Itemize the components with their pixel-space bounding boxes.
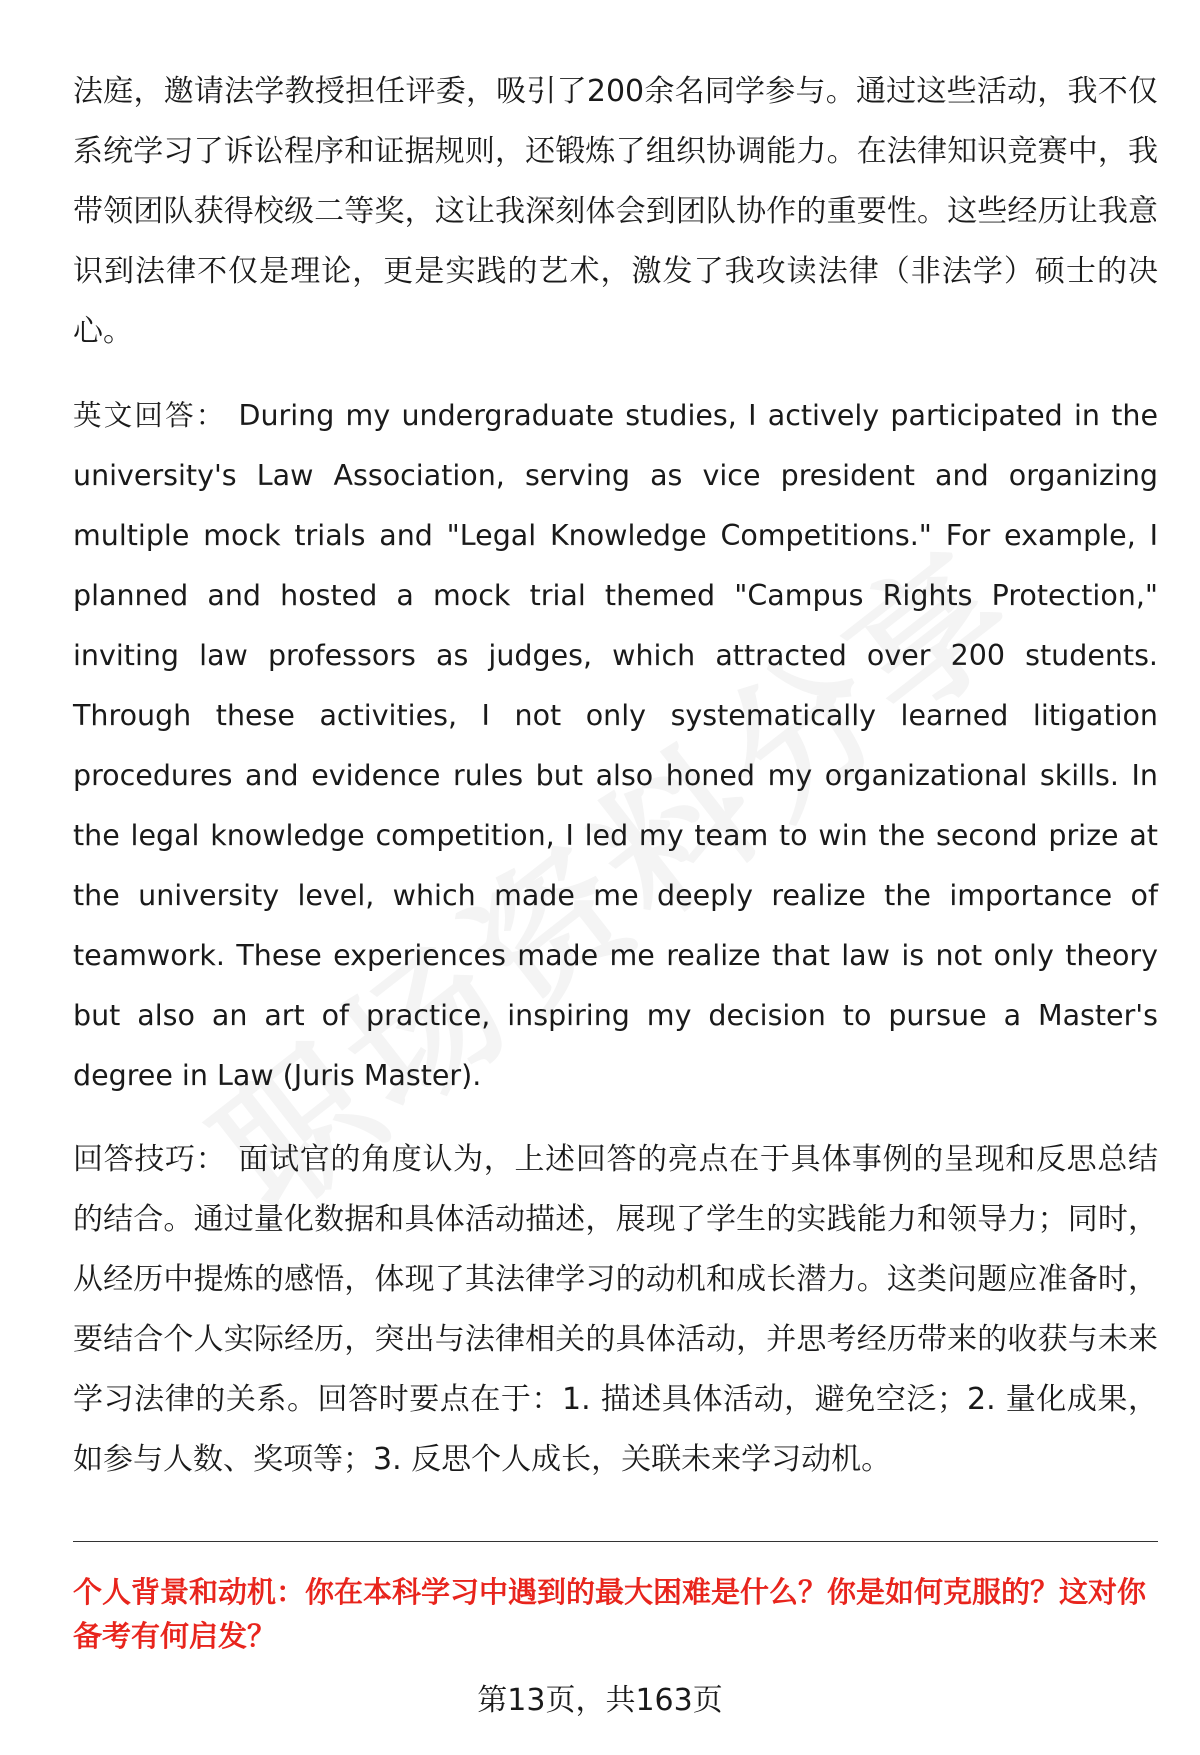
english-answer-text: During my undergraduate studies, I actively participated in the university's Law Association, serving as vice president and organizing multiple mock trials and "Legal Knowledge Competitions." For example, I planned and hosted a mock trial themed "Campus Rights Protection," inviting law professors as judges, which attracted over 200 students. Through these activities, I not only systematically learned litigation procedures and evidence rules but also honed my organizational skills. In the legal knowledge competition, I led my team to win the second prize at the university level, which made me deeply realize the importance of teamwork. These experiences made me realize that law is not only theory but also an art of practice, inspiring my decision to pursue a Master's degree in Law (Juris Master). <box>73 399 1158 1092</box>
chinese-answer-continuation: 法庭，邀请法学教授担任评委，吸引了200余名同学参与。通过这些活动，我不仅系统学习了诉讼程序和证据规则，还锻炼了组织协调能力。在法律知识竞赛中，我带领团队获得校级二等奖，这让我深刻体会到团队协作的重要性。这些经历让我意识到法律不仅是理论，更是实践的艺术，激发了我攻读法律（非法学）硕士的决心。 <box>73 74 1158 349</box>
english-answer-paragraph <box>73 386 1158 1106</box>
answer-tips-text: 面试官的角度认为，上述回答的亮点在于具体事例的呈现和反思总结的结合。通过量化数据和具体活动描述，展现了学生的实践能力和领导力；同时，从经历中提炼的感悟，体现了其法律学习的动机和成长潜力。这类问题应准备时，要结合个人实际经历，突出与法律相关的具体活动，并思考经历带来的收获与未来学习法律的关系。回答时要点在于：1. 描述具体活动，避免空泛；2. 量化成果，如参与人数、奖项等；3. 反思个人成长，关联未来学习动机。 <box>73 1142 1159 1477</box>
page-number: 第13页，共163页 <box>477 1683 723 1718</box>
document-body <box>73 62 1158 1490</box>
english-answer-label: 英文回答： <box>73 399 227 432</box>
answer-tips-label: 回答技巧： <box>73 1142 227 1177</box>
next-question-heading: 个人背景和动机：你在本科学习中遇到的最大困难是什么？你是如何克服的？这对你备考有何启发？ <box>73 1575 1147 1653</box>
answer-tips-paragraph <box>73 1130 1158 1490</box>
section-divider <box>73 1541 1158 1542</box>
